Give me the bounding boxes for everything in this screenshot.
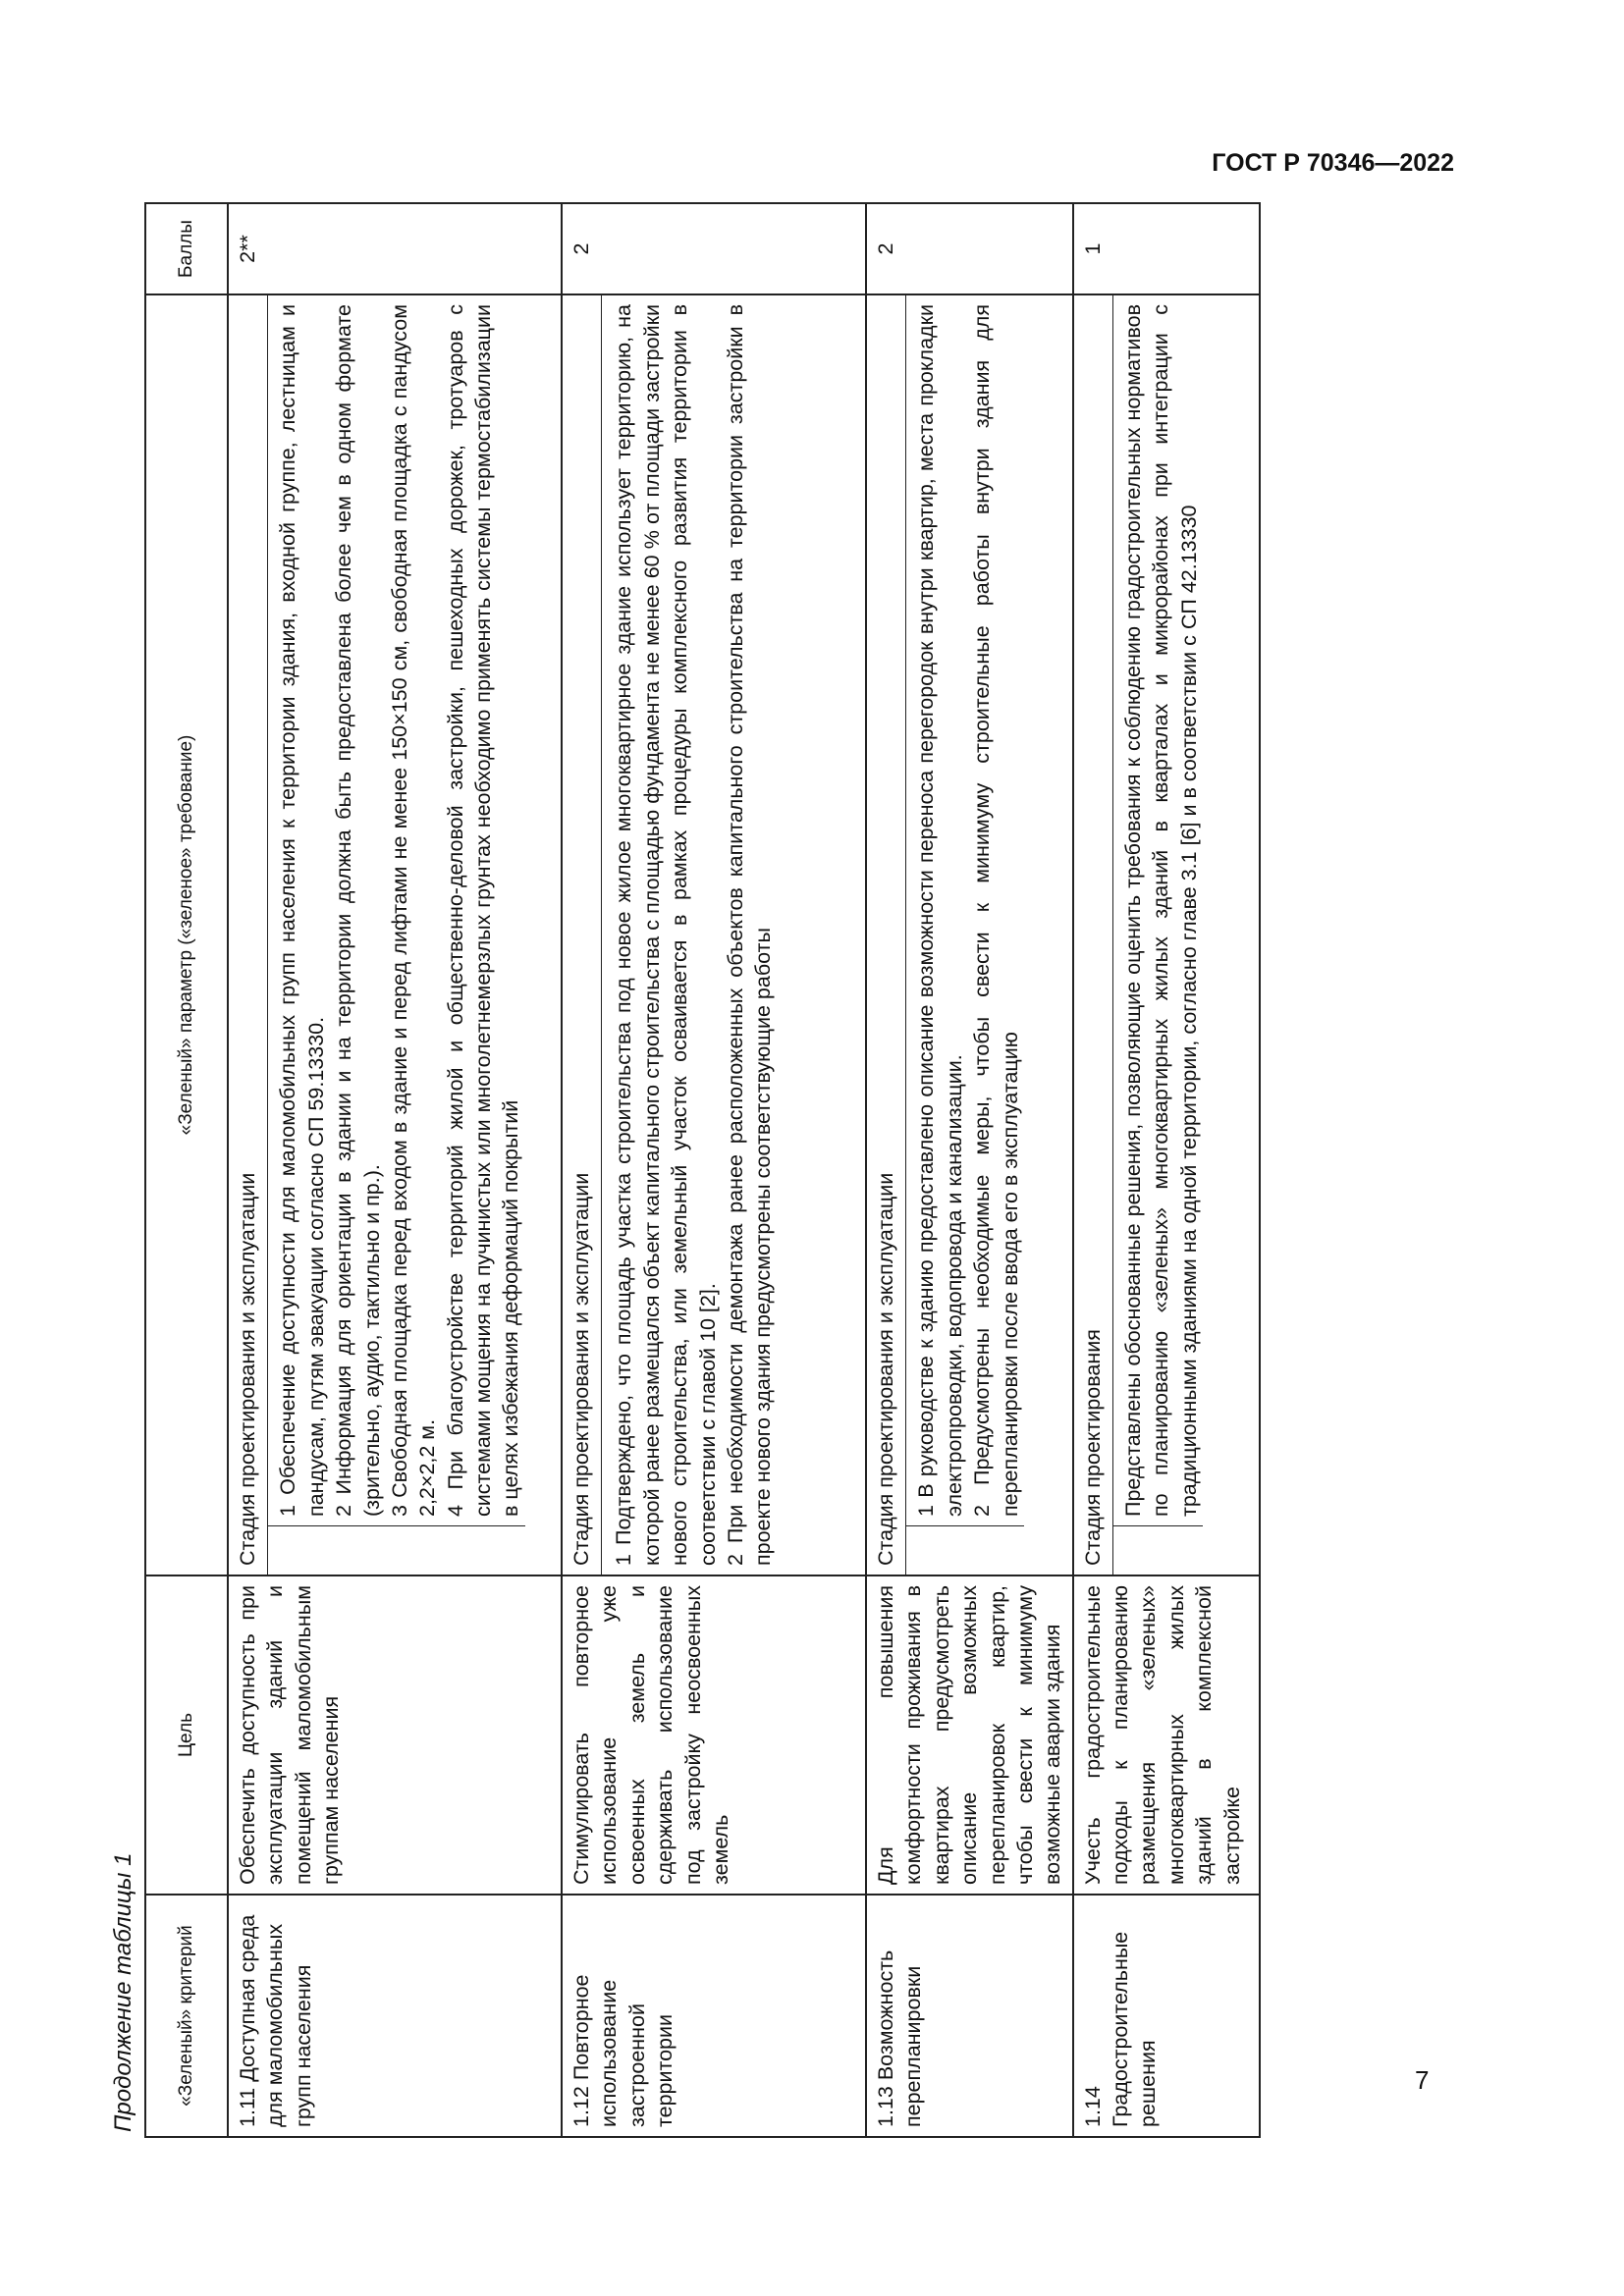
parameter-cell	[866, 294, 1073, 1575]
requirements-table	[144, 202, 1261, 2138]
requirement-item: Представлены обоснованные решения, позволяющие оценить требования к соблюдению градостроительных нормативов по планированию «зеленых» многоквартирных жилых зданий в кварталах и микрорайонах при интеграции с традиционными зданиями на одной территории, согласно главе 3.1 [6] и в соответствии с СП 42.13330	[1121, 304, 1201, 1517]
requirement-list	[1113, 304, 1203, 1526]
goal-cell: Учесть градостроительные подходы к планированию размещения «зеленых» многоквартирных жилых зданий в комплексной застройке	[1073, 1575, 1260, 1895]
goal-cell: Стимулировать повторное использование уже освоенных земель и сдерживать использование под застройку неосвоенных земель	[562, 1575, 866, 1895]
points-cell: 1	[1073, 203, 1260, 294]
stage-label: Стадия проектирования и эксплуатации	[872, 295, 906, 1575]
goal-cell: Обеспечить доступность при эксплуатации зданий и помещений маломобильным группам населения	[228, 1575, 562, 1895]
column-header-goal: Цель	[145, 1575, 228, 1895]
parameter-cell	[562, 294, 866, 1575]
requirement-item: 2 При необходимости демонтажа ранее расположенных объектов капитального строительства на территории застройки в проекте нового здания предусмотрены соответствующие работы	[723, 304, 776, 1566]
table-row	[562, 203, 866, 2137]
goal-cell: Для повышения комфортности проживания в квартирах предусмотреть описание возможных перепланировок квартир, чтобы свести к минимуму возможные аварии здания	[866, 1575, 1073, 1895]
criterion-cell: 1.13 Возможность перепланировки	[866, 1895, 1073, 2137]
column-header-points: Баллы	[145, 203, 228, 294]
criterion-cell: 1.12 Повторное использование застроенной территории	[562, 1895, 866, 2137]
criterion-cell: 1.11 Доступная среда для маломобильных групп населения	[228, 1895, 562, 2137]
requirement-item: 1 В руководстве к зданию предоставлено описание возможности переноса перегородок внутри квартир, места прокладки электропроводки, водопровода и канализации.	[914, 304, 966, 1517]
requirement-item: 2 Информация для ориентации в здании и на территории должна быть предоставлена более чем в одном формате (зрительно, аудио, тактильно и пр.).	[332, 304, 384, 1517]
stage-label: Стадия проектирования и эксплуатации	[568, 295, 602, 1575]
requirement-item: 2 Предусмотрены необходимые меры, чтобы свести к минимуму строительные работы внутри здания для перепланировки после ввода его в эксплуатацию	[970, 304, 1022, 1517]
requirement-item: 1 Подтверждено, что площадь участка строительства под новое жилое многоквартирное здание использует территорию, на которой ранее размещался объект капитального строительства с площадью фундамента не менее 60 % от площади застройки нового строительства, или земельный участок осваивается в рамках процедуры комплексного развития территории в соответствии с главой 10 [2].	[612, 304, 720, 1566]
requirement-item: 4 При благоустройстве территорий жилой и общественно-деловой застройки, пешеходных дорожек, тротуаров с системами мощения на пучинистых или многолетнемерзлых грунтах необходимо применять системы термостабилизации в целях избежания деформаций покрытий	[443, 304, 523, 1517]
rotated-table-block	[103, 204, 1267, 2138]
table-caption: Продолжение таблицы 1	[110, 1852, 136, 2132]
stage-label: Стадия проектирования	[1079, 295, 1113, 1575]
parameter-cell	[228, 294, 562, 1575]
table-row	[866, 203, 1073, 2137]
column-header-criterion: «Зеленый» критерий	[145, 1895, 228, 2137]
parameter-cell	[1073, 294, 1260, 1575]
points-cell: 2**	[228, 203, 562, 294]
requirement-list	[268, 304, 524, 1526]
points-cell: 2	[562, 203, 866, 294]
requirement-item: 1 Обеспечение доступности для маломобильных групп населения к территории здания, входной группе, лестницам и пандусам, путям эвакуации согласно СП 59.13330.	[276, 304, 328, 1517]
requirement-list	[610, 304, 777, 1566]
stage-label: Стадия проектирования и эксплуатации	[234, 295, 268, 1575]
page-number: 7	[1415, 2065, 1430, 2095]
table-header-row	[145, 203, 228, 2137]
standard-code: ГОСТ Р 70346—2022	[1212, 149, 1454, 177]
points-cell: 2	[866, 203, 1073, 294]
table-row	[1073, 203, 1260, 2137]
requirement-item: 3 Свободная площадка перед входом в здание и перед лифтами не менее 150×150 см, свободная площадка с пандусом 2,2×2,2 м.	[387, 304, 440, 1517]
column-header-parameter: «Зеленый» параметр («зеленое» требование)	[145, 294, 228, 1575]
requirement-list	[906, 304, 1024, 1526]
table-row	[228, 203, 562, 2137]
criterion-cell: 1.14 Градостроительные решения	[1073, 1895, 1260, 2137]
